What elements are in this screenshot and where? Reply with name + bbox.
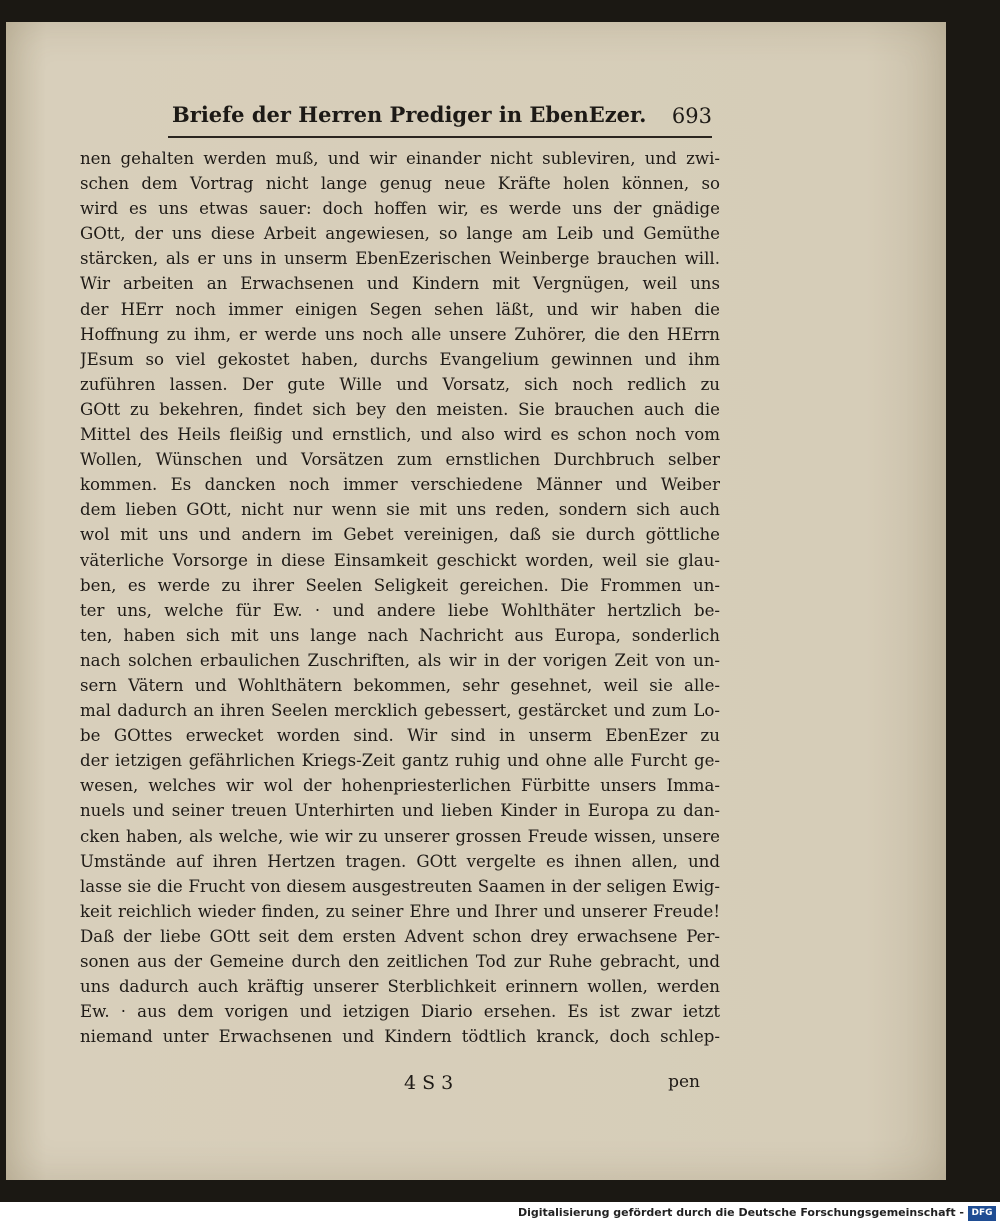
text-line: Daß der liebe GOtt seit dem ersten Advent schon drey erwachsene Per-	[80, 926, 720, 946]
text-line: der ietzigen gefährlichen Kriegs-Zeit gantz ruhig und ohne alle Furcht ge-	[80, 751, 720, 771]
text-line: sern Vätern und Wohlthätern bekommen, sehr gesehnet, weil sie alle-	[80, 675, 720, 695]
text-line: wird es uns etwas sauer: doch hoffen wir, es werde uns der gnädige	[80, 199, 720, 219]
text-line: ter uns, welche für Ew. ‧ und andere liebe Wohlthäter hertzlich be-	[80, 600, 720, 620]
text-line: mal dadurch an ihren Seelen mercklich gebessert, gestärcket und zum Lo-	[80, 701, 720, 721]
text-line: ben, es werde zu ihrer Seelen Seligkeit gereichen. Die Frommen un-	[80, 575, 720, 595]
page-footer	[80, 1072, 720, 1100]
text-line: der HErr noch immer einigen Segen sehen läßt, und wir haben die	[80, 299, 720, 319]
credit-bar	[0, 1202, 1000, 1226]
text-line: be GOttes erwecket worden sind. Wir sind in unserm EbenEzer zu	[80, 726, 720, 746]
text-line: GOtt zu bekehren, findet sich bey den meisten. Sie brauchen auch die	[80, 399, 720, 419]
page-header	[172, 100, 712, 136]
text-line: lasse sie die Frucht von diesem ausgestreuten Saamen in der seligen Ewig-	[80, 876, 720, 896]
catchword: pen	[668, 1072, 700, 1092]
text-line: nach solchen erbaulichen Zuschriften, als wir in der vorigen Zeit von un-	[80, 650, 720, 670]
text-line: cken haben, als welche, wie wir zu unserer grossen Freude wissen, unsere	[80, 826, 720, 846]
dfg-logo: DFG	[968, 1206, 996, 1221]
running-head: Briefe der Herren Prediger in EbenEzer.	[172, 102, 647, 127]
text-line: schen dem Vortrag nicht lange genug neue Kräfte holen können, so	[80, 174, 720, 194]
text-line: Ew. ‧ aus dem vorigen und ietzigen Diario ersehen. Es ist zwar ietzt	[80, 1002, 720, 1022]
text-line: Mittel des Heils fleißig und ernstlich, und also wird es schon noch vom	[80, 425, 720, 445]
text-line: väterliche Vorsorge in diese Einsamkeit geschickt worden, weil sie glau-	[80, 550, 720, 570]
text-line: niemand unter Erwachsenen und Kindern tödtlich kranck, doch schlep-	[80, 1027, 720, 1047]
text-line: uns dadurch auch kräftig unserer Sterblichkeit erinnern wollen, werden	[80, 977, 720, 997]
text-line: Hoffnung zu ihm, er werde uns noch alle unsere Zuhörer, die den HErrn	[80, 324, 720, 344]
signature-mark: 4 S 3	[404, 1072, 454, 1094]
body-text	[80, 146, 720, 1049]
text-line: Wir arbeiten an Erwachsenen und Kindern mit Vergnügen, weil uns	[80, 274, 720, 294]
header-rule	[168, 136, 712, 138]
text-line: wesen, welches wir wol der hohenpriesterlichen Fürbitte unsers Imma-	[80, 776, 720, 796]
text-line: keit reichlich wieder finden, zu seiner Ehre und Ihrer und unserer Freude!	[80, 901, 720, 921]
text-line: dem lieben GOtt, nicht nur wenn sie mit uns reden, sondern sich auch	[80, 500, 720, 520]
text-line: stärcken, als er uns in unserm EbenEzerischen Weinberge brauchen will.	[80, 249, 720, 269]
text-line: nuels und seiner treuen Unterhirten und lieben Kinder in Europa zu dan-	[80, 801, 720, 821]
page-number: 693	[671, 104, 712, 128]
text-line: wol mit uns und andern im Gebet vereinigen, daß sie durch göttliche	[80, 525, 720, 545]
text-line: Umstände auf ihren Hertzen tragen. GOtt vergelte es ihnen allen, und	[80, 851, 720, 871]
text-line: ten, haben sich mit uns lange nach Nachricht aus Europa, sonderlich	[80, 625, 720, 645]
text-line: sonen aus der Gemeine durch den zeitlichen Tod zur Ruhe gebracht, und	[80, 952, 720, 971]
text-line: kommen. Es dancken noch immer verschiedene Männer und Weiber	[80, 475, 720, 495]
funding-credit: Digitalisierung gefördert durch die Deutsche Forschungsgemeinschaft -	[517, 1206, 964, 1219]
text-line: JEsum so viel gekostet haben, durchs Evangelium gewinnen und ihm	[80, 349, 720, 369]
text-line: nen gehalten werden muß, und wir einander nicht subleviren, und zwi-	[80, 149, 720, 168]
text-line: GOtt, der uns diese Arbeit angewiesen, so lange am Leib und Gemüthe	[80, 224, 720, 244]
text-line: Wollen, Wünschen und Vorsätzen zum ernstlichen Durchbruch selber	[80, 450, 720, 470]
text-line: zuführen lassen. Der gute Wille und Vorsatz, sich noch redlich zu	[80, 374, 720, 394]
